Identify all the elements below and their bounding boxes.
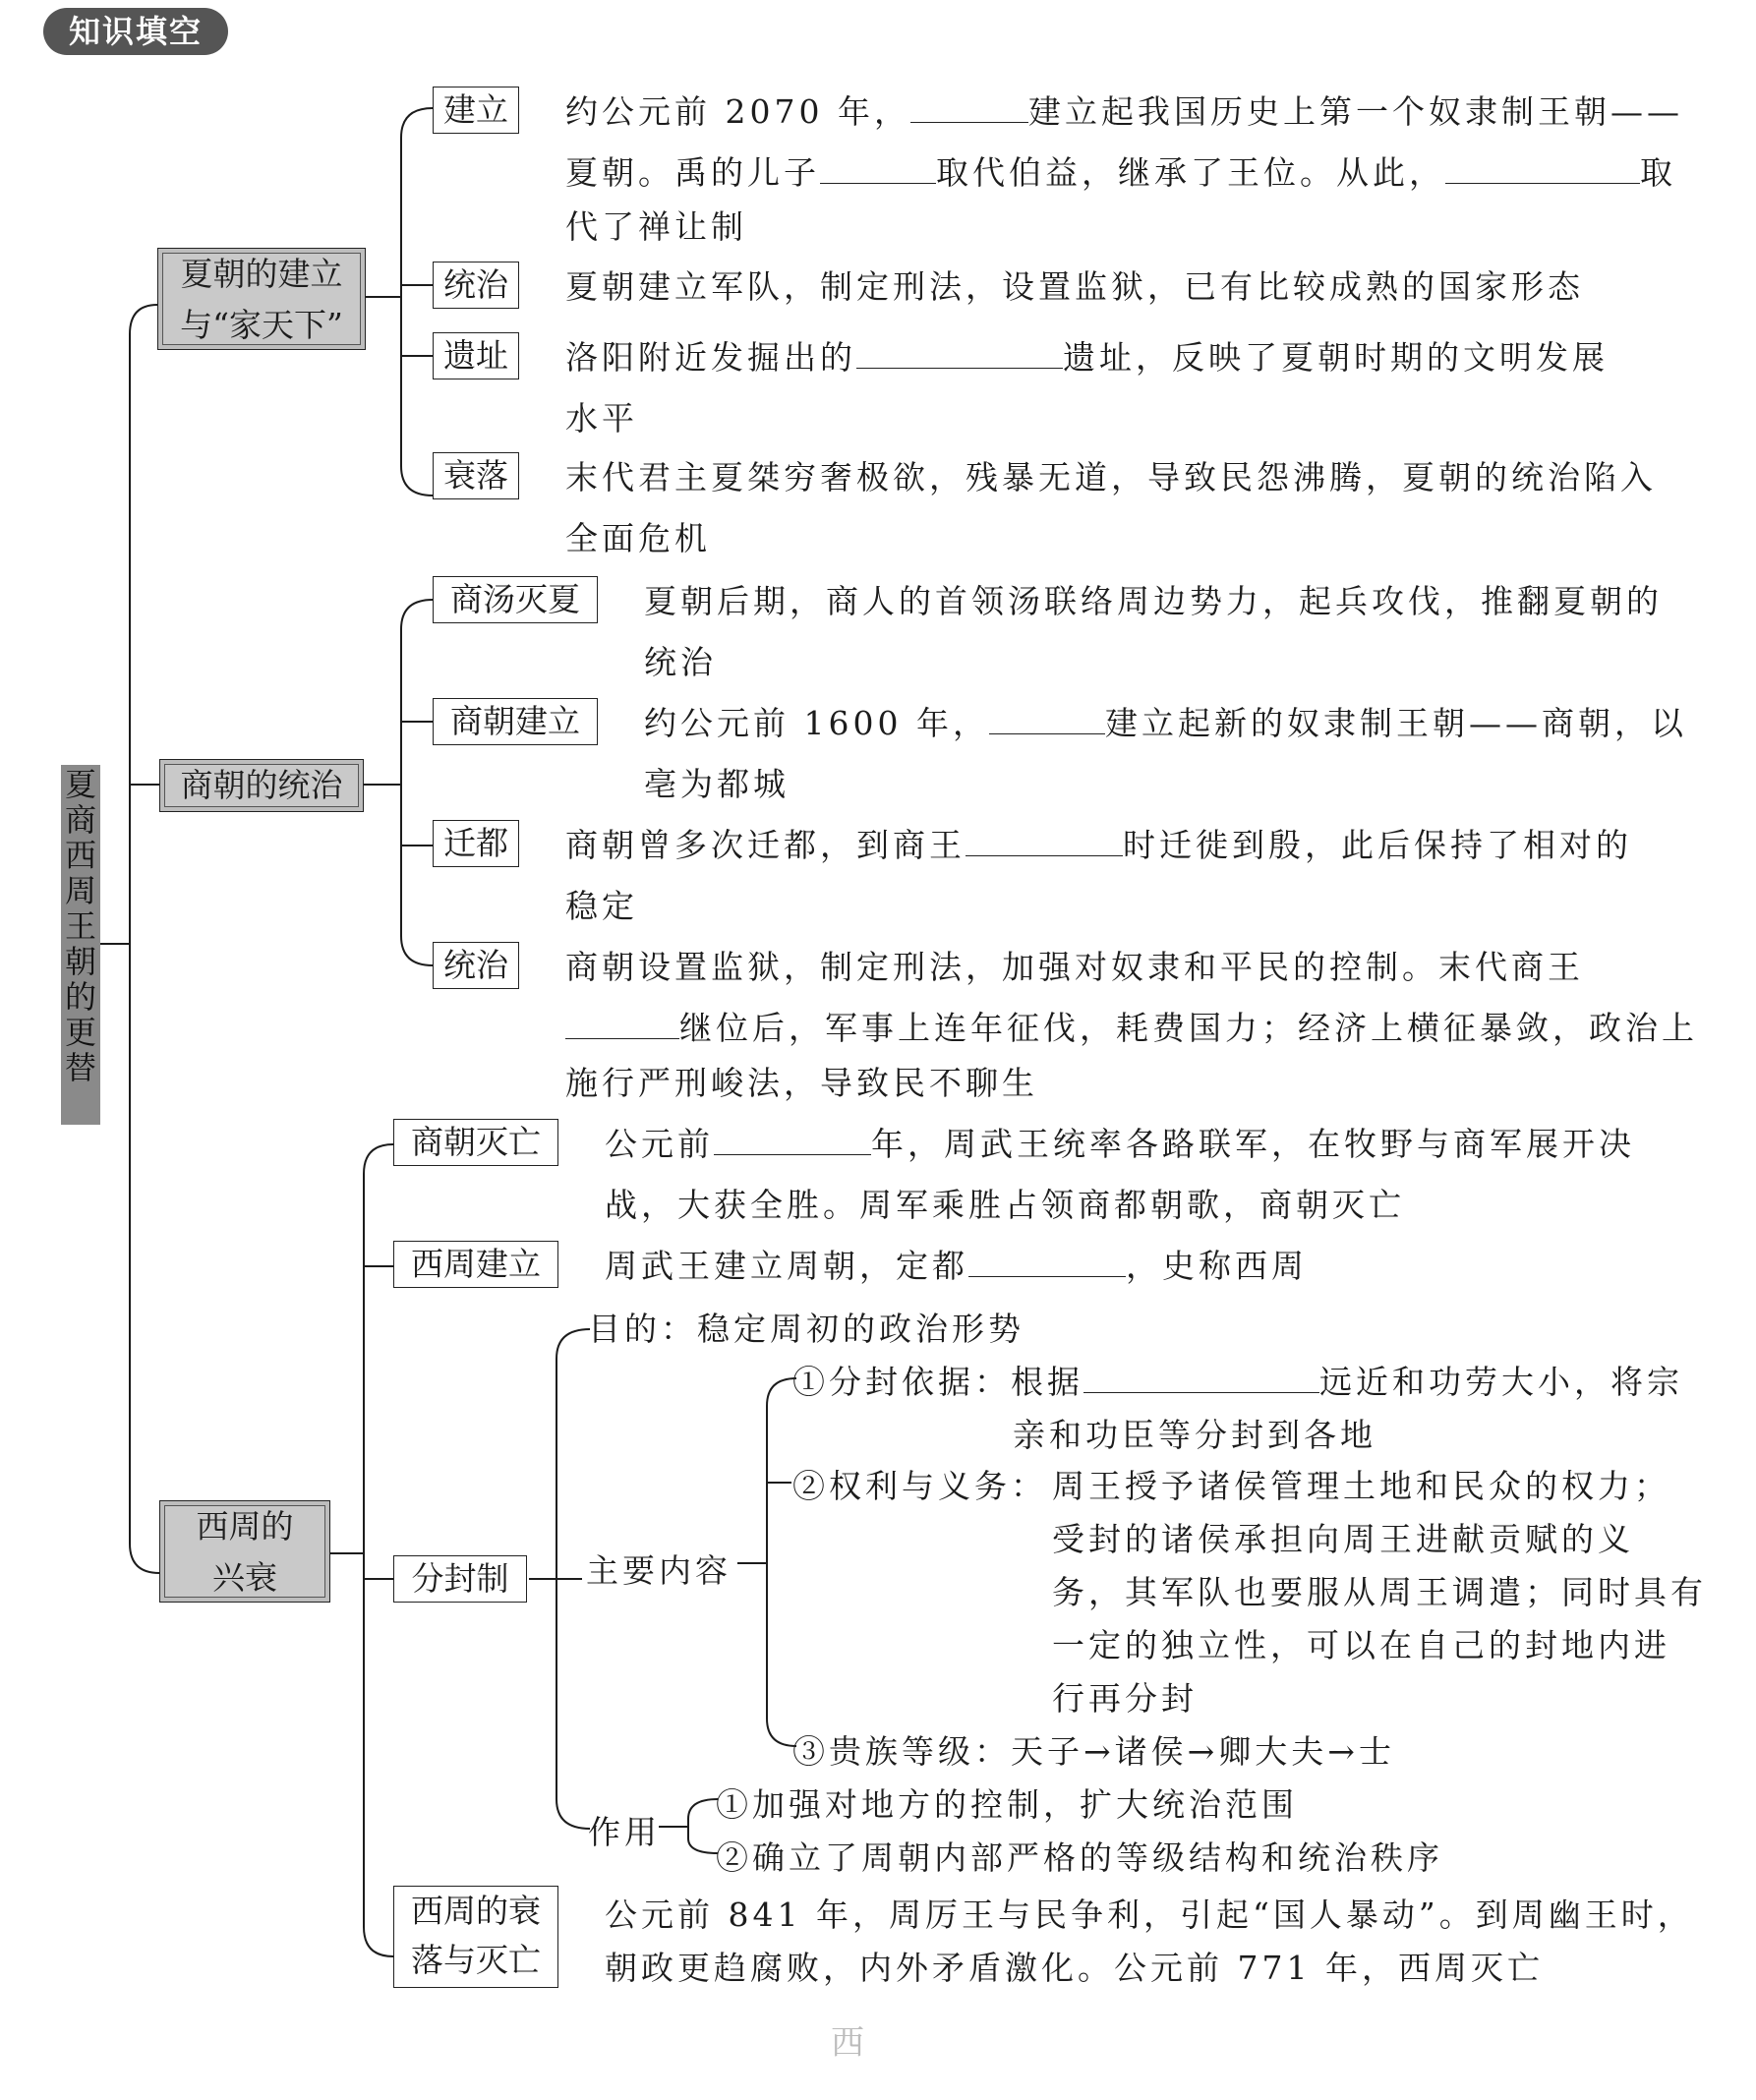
xia-rule-line1: 夏朝建立军队，制定刑法，设置监狱，已有比较成熟的国家形态 — [565, 267, 1584, 306]
fenfeng-rights-line: 受封的诸侯承担向周王进献贡赋的义 — [1052, 1520, 1634, 1558]
fenfeng-ranks: ③贵族等级：天子→诸侯→卿大夫→士 — [792, 1732, 1395, 1771]
xia-label-establish: 建立 — [433, 87, 519, 134]
zhou-label-shang-fall: 商朝灭亡 — [393, 1119, 558, 1166]
fenfeng-effect-2: ②确立了周朝内部严格的等级结构和统治秩序 — [716, 1838, 1443, 1877]
root-char: 西 — [64, 837, 96, 874]
xia-ruins-line2: 水平 — [565, 399, 638, 438]
zhou-label-decline: 西周的衰 落与灭亡 — [393, 1886, 558, 1988]
shang-label-tang: 商汤灭夏 — [433, 576, 598, 623]
shang-label-rule: 统治 — [433, 942, 519, 989]
fenfeng-basis-line2: 亲和功臣等分封到各地 — [1013, 1416, 1376, 1454]
fenfeng-basis-line1: ①分封依据：根据 远近和功劳大小，将宗 — [792, 1363, 1683, 1401]
root-char: 王 — [64, 907, 96, 945]
shang-tang-line1: 夏朝后期，商人的首领汤联络周边势力，起兵攻伐，推翻夏朝的 — [644, 582, 1663, 620]
xia-label-decline: 衰落 — [433, 452, 519, 499]
fill-blank[interactable] — [910, 92, 1028, 123]
zhou-label-founding: 西周建立 — [393, 1241, 558, 1288]
fill-blank[interactable] — [820, 153, 936, 184]
zhou-title-line2: 兴衰 — [212, 1558, 277, 1597]
fenfeng-rights-line: 行再分封 — [1052, 1679, 1198, 1718]
xia-title-line2: 与“家天下” — [180, 306, 343, 344]
shang-label-founding: 商朝建立 — [433, 698, 598, 745]
root-char: 商 — [64, 801, 96, 839]
xia-establish-line2: 夏朝。禹的儿子 取代伯益，继承了王位。从此， 取 — [565, 153, 1676, 192]
shang-group-title — [159, 759, 364, 812]
shang-founding-line1: 约公元前 1600 年， 建立起新的奴隶制王朝——商朝，以 — [644, 704, 1687, 742]
section-badge: 知识填空 — [43, 8, 228, 55]
fenfeng-content-label: 主要内容 — [586, 1551, 732, 1590]
shang-relocate-line2: 稳定 — [565, 887, 638, 925]
xia-establish-line3: 代了禅让制 — [565, 207, 747, 246]
shang-tang-line2: 统治 — [644, 643, 717, 681]
fenfeng-rights-line: 务，其军队也要服从周王调遣；同时具有 — [1052, 1573, 1707, 1611]
zhou-decline-line1: 公元前 841 年，周厉王与民争利，引起“国人暴动”。到周幽王时， — [605, 1896, 1694, 1934]
page-watermark: 西 — [831, 2023, 864, 2063]
fill-blank[interactable] — [968, 1247, 1126, 1277]
xia-decline-line1: 末代君主夏桀穷奢极欲，残暴无道，导致民怨沸腾，夏朝的统治陷入 — [565, 458, 1657, 496]
shang-title: 商朝的统治 — [180, 766, 343, 804]
fenfeng-rights-line: 一定的独立性，可以在自己的封地内进 — [1052, 1626, 1670, 1664]
fill-blank[interactable] — [714, 1125, 871, 1155]
fenfeng-purpose: 目的：稳定周初的政治形势 — [588, 1310, 1024, 1348]
fill-blank[interactable] — [1445, 153, 1640, 184]
fill-blank[interactable] — [1083, 1363, 1319, 1393]
root-char: 夏 — [64, 766, 96, 803]
root-title — [61, 765, 100, 1125]
root-char: 更 — [64, 1014, 96, 1051]
zhou-title-line1: 西周的 — [196, 1507, 294, 1546]
shang-rule-line3: 施行严刑峻法，导致民不聊生 — [565, 1064, 1038, 1102]
xia-establish-line1: 约公元前 2070 年， 建立起我国历史上第一个奴隶制王朝—— — [565, 92, 1683, 131]
xia-label-ruins: 遗址 — [433, 332, 519, 379]
xia-label-rule: 统治 — [433, 262, 519, 309]
root-char: 替 — [64, 1049, 96, 1086]
zhou-shang-fall-line2: 战，大获全胜。周军乘胜占领商都朝歌，商朝灭亡 — [605, 1186, 1405, 1224]
shang-relocate-line1: 商朝曾多次迁都，到商王 时迁徙到殷，此后保持了相对的 — [565, 826, 1632, 864]
root-char: 周 — [64, 872, 96, 909]
fill-blank[interactable] — [966, 826, 1123, 856]
zhou-shang-fall-line1: 公元前 年，周武王统率各路联军，在牧野与商军展开决 — [605, 1125, 1635, 1163]
fenfeng-rights-line: 周王授予诸侯管理土地和民众的权力； — [1052, 1467, 1670, 1505]
xia-decline-line2: 全面危机 — [565, 519, 711, 557]
fenfeng-effect-1: ①加强对地方的控制，扩大统治范围 — [716, 1785, 1298, 1824]
root-char: 朝 — [64, 943, 96, 980]
fenfeng-rights-head: ②权利与义务： — [792, 1467, 1047, 1505]
xia-ruins-line1: 洛阳附近发掘出的 遗址，反映了夏朝时期的文明发展 — [565, 338, 1609, 377]
shang-rule-line1: 商朝设置监狱，制定刑法，加强对奴隶和平民的控制。末代商王 — [565, 948, 1584, 986]
fenfeng-label: 分封制 — [393, 1555, 527, 1603]
shang-rule-line2: 继位后，军事上连年征伐，耗费国力；经济上横征暴敛，政治上 — [565, 1003, 1698, 1049]
fill-blank[interactable] — [856, 338, 1063, 369]
root-char: 的 — [64, 978, 96, 1016]
fenfeng-effect-label: 作用 — [588, 1813, 661, 1851]
fill-blank[interactable] — [989, 704, 1105, 734]
xia-title-line1: 夏朝的建立 — [180, 255, 343, 293]
zhou-founding-line1: 周武王建立周朝，定都 ，史称西周 — [605, 1247, 1308, 1285]
shang-founding-line2: 亳为都城 — [644, 765, 790, 803]
shang-label-relocate: 迁都 — [433, 820, 519, 867]
zhou-decline-line2: 朝政更趋腐败，内外矛盾激化。公元前 771 年，西周灭亡 — [605, 1949, 1544, 1987]
xia-group-title — [157, 248, 366, 350]
zhou-group-title — [159, 1500, 330, 1603]
fill-blank[interactable] — [565, 1009, 679, 1039]
